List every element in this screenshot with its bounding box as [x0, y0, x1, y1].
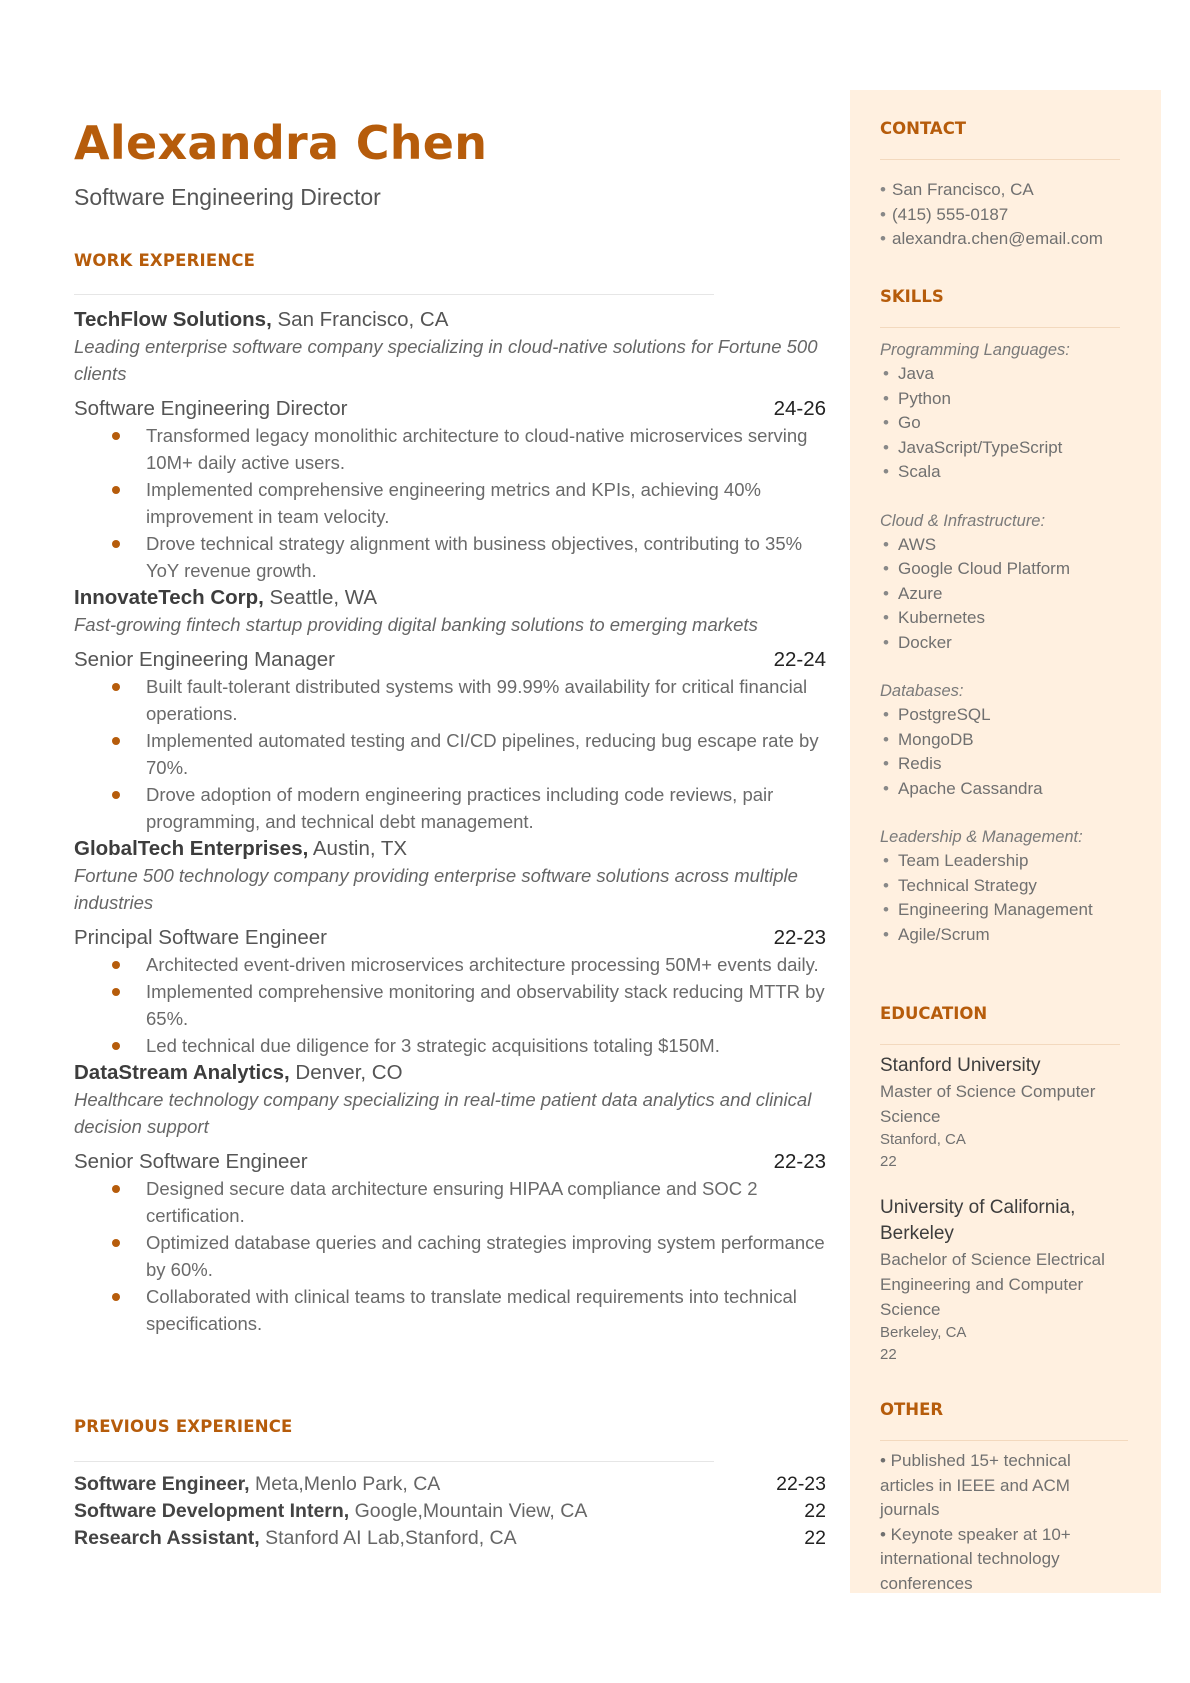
skill-category: Databases: [880, 682, 964, 700]
achievement-item: Drove technical strategy alignment with business objectives, contributing to 35% YoY revenue growth. [74, 530, 826, 584]
skill-item: • Java [880, 362, 1120, 387]
other-divider [880, 1440, 1128, 1441]
bullet-dot-icon [112, 1185, 120, 1193]
role-dates: 22-24 [773, 648, 826, 671]
contact-section [880, 119, 1120, 252]
achievement-item: Designed secure data architecture ensuring HIPAA compliance and SOC 2 certification. [74, 1175, 826, 1229]
company-location: Austin, TX [308, 837, 408, 860]
previous-experience-heading: PREVIOUS EXPERIENCE [74, 1417, 293, 1436]
skills-section [880, 287, 1120, 971]
role-dates: 22-23 [773, 1150, 826, 1173]
contact-list [880, 178, 1120, 252]
company-name: DataStream Analytics, [74, 1061, 290, 1084]
school-name: Stanford University [880, 1055, 1041, 1076]
skill-list [880, 849, 1120, 947]
role-line [74, 395, 826, 422]
graduation-year: 22 [880, 1346, 897, 1363]
achievement-item: Drove adoption of modern engineering practices including code reviews, pair programming, and technical debt management. [74, 781, 826, 835]
role-dates: 24-26 [773, 397, 826, 420]
achievement-list [74, 1175, 826, 1337]
skill-category: Leadership & Management: [880, 828, 1083, 846]
previous-item: Research Assistant, Stanford AI Lab,Stanford, CA 22 [74, 1527, 826, 1549]
bullet-dot-icon [112, 1239, 120, 1247]
graduation-year: 22 [880, 1153, 897, 1170]
job-entry [74, 1059, 826, 1337]
other-section [880, 1400, 1128, 1596]
achievement-item: Implemented comprehensive monitoring and observability stack reducing MTTR by 65%. [74, 978, 826, 1032]
skill-item: • Engineering Management [880, 898, 1120, 923]
work-experience-section [74, 306, 826, 1337]
school-name: University of California, Berkeley [880, 1197, 1076, 1244]
company-name: InnovateTech Corp, [74, 586, 264, 609]
role-title: Senior Engineering Manager [74, 648, 335, 671]
company-name: GlobalTech Enterprises, [74, 837, 309, 860]
skill-category: Programming Languages: [880, 341, 1070, 359]
achievement-item: Architected event-driven microservices architecture processing 50M+ events daily. [74, 951, 826, 978]
role-line [74, 646, 826, 673]
education-divider [880, 1044, 1120, 1045]
skill-item: • Scala [880, 460, 1120, 485]
skills-heading: SKILLS [880, 287, 944, 306]
role-title: Software Engineering Director [74, 397, 348, 420]
skill-item: • Python [880, 387, 1120, 412]
achievement-item: Collaborated with clinical teams to translate medical requirements into technical specifications. [74, 1283, 826, 1337]
company-line [74, 306, 826, 333]
company-line [74, 1059, 826, 1086]
achievement-list [74, 673, 826, 835]
company-line [74, 584, 826, 611]
company-description: Healthcare technology company specializing in real-time patient data analytics and clinical decision support [74, 1089, 812, 1137]
education-section [880, 1004, 1120, 1366]
skill-item: • Team Leadership [880, 849, 1120, 874]
previous-divider [74, 1461, 714, 1462]
achievement-list [74, 422, 826, 584]
job-entry [74, 835, 826, 1059]
achievement-item: Optimized database queries and caching strategies improving system performance by 60%. [74, 1229, 826, 1283]
skill-item: • AWS [880, 533, 1120, 558]
skill-item: • JavaScript/TypeScript [880, 436, 1120, 461]
company-location: San Francisco, CA [271, 308, 449, 331]
previous-experience-list [74, 1471, 826, 1552]
skill-item: • PostgreSQL [880, 703, 1120, 728]
skill-item: • Redis [880, 752, 1120, 777]
skill-item: • Technical Strategy [880, 874, 1120, 899]
company-description: Leading enterprise software company specializing in cloud-native solutions for Fortune 500 clients [74, 336, 818, 384]
achievement-item: Implemented comprehensive engineering metrics and KPIs, achieving 40% improvement in team velocity. [74, 476, 826, 530]
contact-location: • San Francisco, CA [880, 178, 1120, 203]
skill-item: • Google Cloud Platform [880, 557, 1120, 582]
school-location: Berkeley, CA [880, 1324, 967, 1341]
degree: Master of Science Computer Science [880, 1082, 1096, 1126]
skill-category: Cloud & Infrastructure: [880, 511, 1046, 530]
bullet-dot-icon [112, 540, 120, 548]
bullet-dot-icon [112, 737, 120, 745]
bullet-dot-icon [112, 1042, 120, 1050]
contact-divider [880, 159, 1120, 160]
company-description: Fast-growing fintech startup providing digital banking solutions to emerging markets [74, 614, 758, 635]
skill-item: • Go [880, 411, 1120, 436]
previous-item: Software Development Intern, Google,Mountain View, CA 22 [74, 1500, 826, 1522]
skill-group [880, 338, 1120, 485]
skill-group [880, 679, 1120, 801]
skill-group [880, 509, 1120, 656]
skill-item: • Azure [880, 582, 1120, 607]
bullet-dot-icon [112, 1293, 120, 1301]
achievement-item: Implemented automated testing and CI/CD pipelines, reducing bug escape rate by 70%. [74, 727, 826, 781]
skill-item: • Kubernetes [880, 606, 1120, 631]
skill-item: • Agile/Scrum [880, 923, 1120, 948]
company-line [74, 835, 826, 862]
contact-email: • alexandra.chen@email.com [880, 227, 1120, 252]
role-line [74, 924, 826, 951]
company-location: Seattle, WA [263, 586, 378, 609]
achievement-item: Led technical due diligence for 3 strategic acquisitions totaling $150M. [74, 1032, 826, 1059]
education-heading: EDUCATION [880, 1004, 988, 1023]
job-entry [74, 306, 826, 584]
candidate-title: Software Engineering Director [74, 184, 381, 210]
job-entry [74, 584, 826, 835]
contact-heading: CONTACT [880, 119, 967, 138]
bullet-dot-icon [112, 683, 120, 691]
work-divider [74, 294, 714, 295]
skill-item: • Apache Cassandra [880, 777, 1120, 802]
other-item: • Keynote speaker at 10+ international technology conferences [880, 1524, 1071, 1593]
skill-list [880, 362, 1120, 485]
skill-list [880, 703, 1120, 801]
degree: Bachelor of Science Electrical Engineering and Computer Science [880, 1250, 1105, 1319]
skill-list [880, 533, 1120, 656]
role-line [74, 1148, 826, 1175]
bullet-dot-icon [112, 988, 120, 996]
skill-group [880, 825, 1120, 947]
education-entry [880, 1195, 1120, 1366]
sidebar [850, 90, 1161, 1593]
candidate-name: Alexandra Chen [74, 116, 488, 170]
company-location: Denver, CO [289, 1061, 403, 1084]
role-title: Principal Software Engineer [74, 926, 327, 949]
contact-phone: • (415) 555-0187 [880, 203, 1120, 228]
bullet-dot-icon [112, 961, 120, 969]
work-experience-heading: WORK EXPERIENCE [74, 251, 256, 270]
bullet-dot-icon [112, 791, 120, 799]
skills-divider [880, 327, 1120, 328]
role-title: Senior Software Engineer [74, 1150, 308, 1173]
education-entry [880, 1053, 1120, 1173]
previous-item: Software Engineer, Meta,Menlo Park, CA 22-23 [74, 1473, 826, 1495]
other-item: • Published 15+ technical articles in IEEE and ACM journals [880, 1451, 1071, 1519]
bullet-dot-icon [112, 486, 120, 494]
skill-item: • MongoDB [880, 728, 1120, 753]
achievement-item: Transformed legacy monolithic architecture to cloud-native microservices serving 10M+ daily active users. [74, 422, 826, 476]
achievement-item: Built fault-tolerant distributed systems with 99.99% availability for critical financial operations. [74, 673, 826, 727]
role-dates: 22-23 [773, 926, 826, 949]
bullet-dot-icon [112, 432, 120, 440]
school-location: Stanford, CA [880, 1131, 966, 1148]
company-description: Fortune 500 technology company providing enterprise software solutions across multiple industries [74, 865, 798, 913]
skill-item: • Docker [880, 631, 1120, 656]
other-heading: OTHER [880, 1400, 944, 1419]
company-name: TechFlow Solutions, [74, 308, 272, 331]
achievement-list [74, 951, 826, 1059]
